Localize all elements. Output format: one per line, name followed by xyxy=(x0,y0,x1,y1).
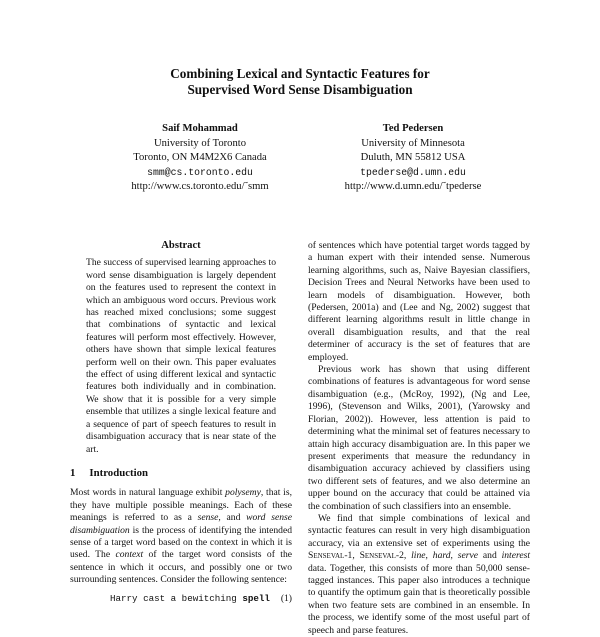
emphasis-polysemy: polysemy xyxy=(225,487,261,499)
example-sentence xyxy=(70,593,292,605)
text-run: , xyxy=(425,550,433,562)
text-run: , xyxy=(450,550,458,562)
example-text xyxy=(110,593,270,605)
author-url: http://www.d.umn.edu/˜tpederse xyxy=(344,181,482,193)
example-prefix: Harry cast a bewitching xyxy=(110,592,243,604)
text-run: Most words in natural language exhibit xyxy=(70,487,226,499)
dataset-senseval-2: Senseval-2 xyxy=(359,550,404,562)
text-run: , xyxy=(352,550,360,562)
right-paragraph-2: Previous work has shown that using different combinations of features is advantageous for word sense disambiguation (e.g., (McRoy, 1992), (Ng and Lee, 1996), (Stevenson and Wilks, 2001), (Yarowsky and Florian, 2002)). However, less attention is paid to determining what the minimal set of features necessary to attain high accuracy disambiguation are. In this paper we present experiments that measure the redundancy in disambiguation accuracy achieved by classifiers using two different sets of features, and we also determine an upper bound on the accuracy that could be attained via the combination of such classifiers into an ensemble. xyxy=(308,364,530,512)
section-heading-introduction xyxy=(70,467,292,479)
author-email: tpederse@d.umn.edu xyxy=(360,166,466,178)
abstract-heading: Abstract xyxy=(161,240,201,251)
left-column xyxy=(70,240,292,605)
section-number: 1 xyxy=(70,466,76,479)
paper-title-line-1: Combining Lexical and Syntactic Features for xyxy=(170,66,430,81)
abstract-text: The success of supervised learning approaches to word sense disambiguation is largely dependent on the features used to represent the context in which an ambiguous word occurs. Previous work has reached mixed conclusions; some suggest that combinations of syntactic and lexical features will perform most effectively. However, others have shown that simple lexical features perform well on their own. This paper evaluates the effect of using different lexical and syntactic features both individually and in combination. We show that it is possible for a very simple ensemble that utilizes a single lexical feature and a sequence of part of speech features to result in disambiguation accuracy that is near state of the art. xyxy=(86,257,276,455)
intro-paragraph xyxy=(70,487,292,586)
text-run: , xyxy=(403,550,412,562)
emphasis-wsd: word sense disambiguation xyxy=(70,512,292,536)
text-run: and xyxy=(478,550,502,562)
text-run: , that is, they have multiple possible meanings. Each of these meanings is referred to as a xyxy=(70,487,292,524)
paper-title-line-2: Supervised Word Sense Disambiguation xyxy=(187,82,413,97)
author-email: smm@cs.toronto.edu xyxy=(147,166,253,178)
example-target-word: spell xyxy=(242,592,270,604)
author-affiliation: University of Minnesota xyxy=(361,137,465,149)
author-url: http://www.cs.toronto.edu/˜smm xyxy=(131,181,269,193)
text-run: , and xyxy=(218,512,247,524)
text-run: is the process of identifying the intended sense of a target word based on the context in which it is used. The xyxy=(70,524,292,561)
right-column xyxy=(308,240,530,637)
example-number: (1) xyxy=(280,592,292,604)
text-run: We find that simple combinations of lexical and syntactic features can result in very high disambiguation accuracy, via an extensive set of experiments using the xyxy=(308,512,530,549)
author-block-2 xyxy=(308,122,518,195)
author-address: Duluth, MN 55812 USA xyxy=(360,152,466,164)
dataset-senseval-1: Senseval-1 xyxy=(308,550,353,562)
text-run: of the target word consists of the sentence in which it occurs, and possibly one or two surrounding sentences. Consider the following sentence: xyxy=(70,549,292,586)
emphasis-sense: sense xyxy=(197,512,219,524)
author-name: Saif Mohammad xyxy=(162,123,238,134)
section-title: Introduction xyxy=(89,466,149,479)
emphasis-context: context xyxy=(115,549,144,561)
right-paragraph-1: of sentences which have potential target words tagged by a human expert with their intended sense. Numerous learning algorithms, such as, Naive Bayesian classifiers, Decision Trees and Neural Networks have been used to learn models of disambiguation. However, both (Pedersen, 2001a) and (Lee and Ng, 2002) suggest that different learning algorithms result in little change in overall disambiguation results, and that the real determiner of accuracy is the set of features that are employed. xyxy=(308,240,530,363)
author-name: Ted Pedersen xyxy=(382,123,444,134)
author-affiliation: University of Toronto xyxy=(153,137,247,149)
text-run: data. Together, this consists of more than 50,000 sense-tagged instances. This paper also introduces a technique to quantify the optimum gain that is theoretically possible when two feature sets are combined in an ensemble. In the process, we identify some of the most useful part of speech and parse features. xyxy=(308,562,530,636)
dataset-interest: interest xyxy=(501,550,531,562)
dataset-serve: serve xyxy=(457,550,479,562)
paper-title xyxy=(0,66,600,98)
author-block-1 xyxy=(95,122,305,195)
right-paragraph-3 xyxy=(308,513,530,637)
dataset-line: line xyxy=(411,550,426,562)
author-address: Toronto, ON M4M2X6 Canada xyxy=(133,152,267,164)
dataset-hard: hard xyxy=(432,550,451,562)
